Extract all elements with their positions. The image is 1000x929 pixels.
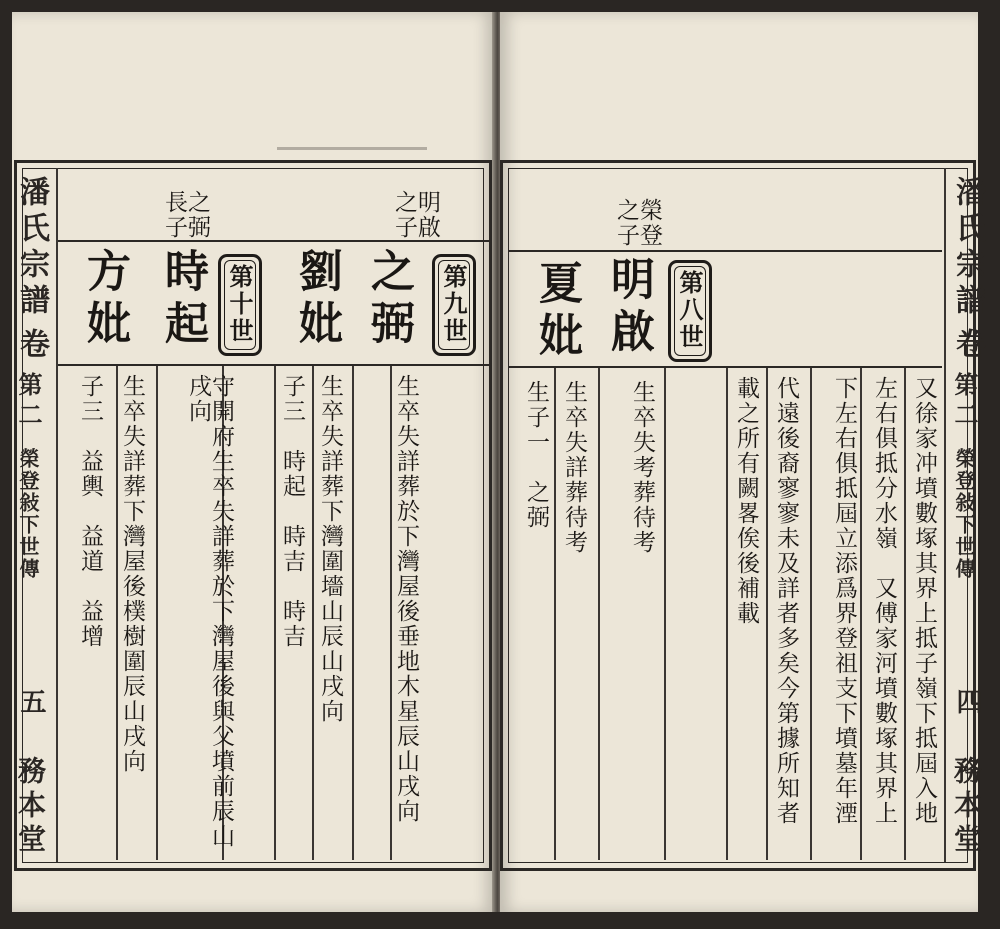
section-label: 榮登敍下世傳 [16,448,40,580]
note-col3: 下左右俱抵屆立添爲界登祖支下墳墓年湮 [831,376,857,826]
gen9-col2: 生卒失詳葬下灣圍墻山辰山戌向 [317,374,343,724]
volume-label: 卷 [950,328,985,364]
hall-name: 務本堂 [950,756,983,858]
page-number: 五 [16,688,46,720]
gen9-name: 之弼 [363,248,414,352]
page-number: 四 [952,688,982,720]
note-col4: 代遠後裔寥寥未及詳者多矣今第據所知者 [773,376,799,826]
right-page [500,12,985,912]
left-page [12,12,494,912]
chapter-label: 第二 [14,372,43,432]
gen10-badge: 第十世 [218,254,262,356]
hall-name: 務本堂 [14,756,47,858]
gen10-col2: 生卒失詳葬下灣屋後樸樹圍辰山戌向 [119,374,145,774]
gen8-col3: 生子一 之弼 [523,380,549,530]
gen9-col3: 子三 時起 時吉 時吉 [279,374,305,649]
gen8-parent-note: 榮登之子 [613,198,662,248]
gen8-badge: 第八世 [668,260,712,362]
gen9-parent-note: 明啟之子 [391,190,440,240]
gen9-wife: 劉妣 [291,248,342,352]
book-title: 潘氏宗譜 [14,176,49,320]
section-label: 榮登敍下世傳 [952,448,976,580]
note-col1: 又徐家冲墳數塚其界上抵子嶺下抵屆入地 [911,376,937,826]
gen9-col1: 生卒失詳葬於下灣屋後垂地木星辰山戌向 [393,374,419,824]
gen8-wife: 夏妣 [531,260,582,364]
chapter-label: 第二 [950,372,979,432]
volume-label: 卷 [14,328,49,364]
gen8-name: 明啟 [603,256,654,360]
gen10-wife: 方妣 [79,248,130,352]
gen10-name: 時起 [157,248,208,352]
gen8-col2: 生卒失詳葬待考 [561,380,587,555]
gen10-parent-note: 之弼長子 [161,190,210,240]
gen10-col3: 子三 益輿 益道 益增 [77,374,103,649]
note-col5: 載之所有闕畧俟後補載 [733,376,759,626]
book-title: 潘氏宗譜 [950,176,985,320]
gen8-col1: 生卒失考葬待考 [629,380,655,555]
gen9-badge: 第九世 [432,254,476,356]
note-col2: 左右俱抵分水嶺 又傅家河墳數塚其界上 [871,376,897,826]
gen10-col1: 守開府生卒失詳葬於下灣屋後與父墳前辰山戌向 [185,374,234,849]
